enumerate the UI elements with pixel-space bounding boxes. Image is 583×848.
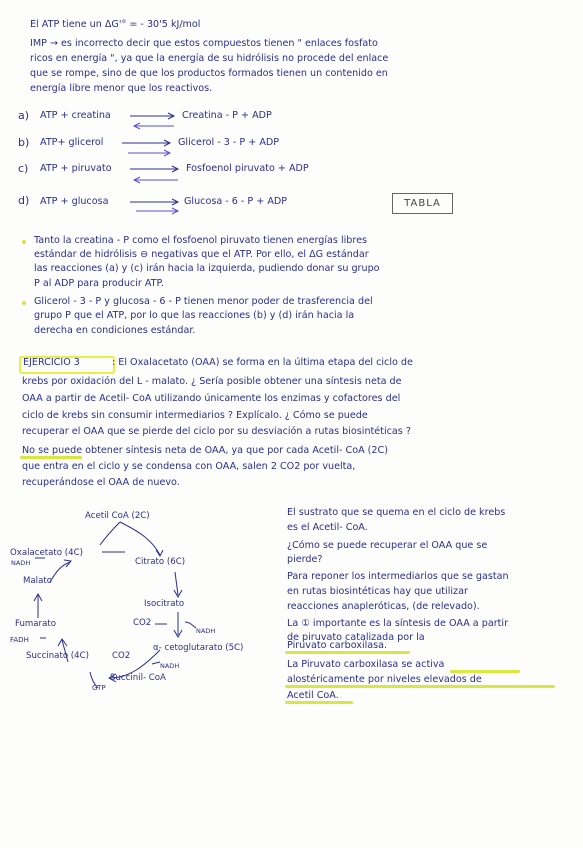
text-line: ricos en energía ", ya que la energía de su hidrólisis no procede del enlace (30, 53, 389, 64)
equilibrium-arrow-icon (128, 110, 178, 130)
reaction-label: a) (18, 109, 30, 122)
nadh-label: NADH (160, 662, 180, 670)
atp-deltag-line: El ATP tiene un ΔG'° = - 30'5 kJ/mol (30, 19, 201, 30)
fadh-label: FADH (10, 636, 29, 644)
ejercicio-title: EJERCICIO 3 (23, 357, 80, 368)
note-line: Para reponer los intermediarios que se gastan (287, 571, 509, 582)
co2-label: CO2 (112, 651, 131, 661)
equilibrium-arrow-icon (128, 196, 183, 216)
note-line: ¿Cómo se puede recuperar el OAA que se (287, 540, 488, 551)
text-line: que se rompe, sino de que los productos formados tienen un contenido en (30, 68, 388, 79)
reaction-left: ATP + creatina (40, 110, 111, 121)
bullet-marker (22, 240, 26, 244)
equilibrium-arrow-icon (128, 163, 183, 185)
succinil-coa-label: Succinil- CoA (110, 673, 166, 683)
note-highlight (450, 670, 520, 673)
ejercicio-line: recuperar el OAA que se pierde del ciclo por su desviación a rutas biosintéticas ? (22, 426, 411, 437)
reaction-label: b) (18, 136, 30, 149)
bullet1-line: P al ADP para producir ATP. (34, 278, 164, 289)
acetil-coa-label: Acetil CoA (2C) (85, 511, 150, 521)
reaction-right: Creatina - P + ADP (182, 110, 272, 121)
note-line: pierde? (287, 554, 323, 565)
reaction-left: ATP + glucosa (40, 196, 109, 207)
malato-label: Malato (23, 576, 52, 586)
isocitrato-label: Isocitrato (144, 599, 185, 609)
reaction-left: ATP+ glicerol (40, 137, 104, 148)
bullet-marker (22, 301, 26, 305)
bullet2-line: grupo P que el ATP, por lo que las reacciones (b) y (d) irán hacia la (34, 310, 355, 321)
gtp-label: GTP (92, 684, 106, 692)
fumarato-label: Fumarato (15, 619, 56, 629)
reaction-right: Glicerol - 3 - P + ADP (178, 137, 280, 148)
answer-line: que entra en el ciclo y se condensa con OAA, salen 2 CO2 por vuelta, (22, 461, 356, 472)
note-line: El sustrato que se quema en el ciclo de krebs (287, 507, 506, 518)
bullet1-line: las reacciones (a) y (c) irán hacia la izquierda, pudiendo donar su grupo (34, 263, 380, 274)
note-line: de piruvato catalizada por la (287, 632, 425, 643)
note-line: Piruvato carboxilasa. (287, 640, 388, 651)
note-line: reacciones anapleróticas, (de relevado). (287, 601, 480, 612)
co2-label: CO2 (133, 618, 152, 628)
reaction-right: Glucosa - 6 - P + ADP (184, 196, 288, 207)
nadh-label: NADH (196, 627, 216, 635)
note-line: La ① importante es la síntesis de OAA a partir (287, 618, 509, 629)
tabla-box: TABLA (392, 193, 453, 214)
note-line: La Piruvato carboxilasa se activa (287, 659, 445, 670)
note-line: alostéricamente por niveles elevados de (287, 674, 482, 685)
citrato-label: Citrato (6C) (135, 557, 186, 567)
oxalacetato-label: Oxalacetato (4C) (10, 548, 83, 558)
note-line: es el Acetil- CoA. (287, 522, 368, 533)
reaction-right: Fosfoenol piruvato + ADP (186, 163, 309, 174)
answer-line: No se puede obtener síntesis neta de OAA, ya que por cada Acetil- CoA (2C) (22, 445, 388, 456)
bullet1-line: Tanto la creatina - P como el fosfoenol piruvato tienen energías libres (34, 235, 368, 246)
ejercicio-line: krebs por oxidación del L - malato. ¿ Sería posible obtener una síntesis neta de (22, 376, 402, 387)
succinato-label: Succinato (4C) (26, 651, 89, 661)
text-line: energía libre menor que los reactivos. (30, 83, 213, 94)
nadh-label: NADH (11, 559, 31, 567)
note-line: Acetil CoA. (287, 690, 339, 701)
bullet1-line: estándar de hidrólisis ⊖ negativas que el ATP. Por ello, el ΔG estándar (34, 249, 369, 260)
bullet2-line: derecha en condiciones estándar. (34, 325, 196, 336)
reaction-label: d) (18, 194, 30, 207)
bullet2-line: Glicerol - 3 - P y glucosa - 6 - P tienen menor poder de trasferencia del (34, 296, 373, 307)
alfa-cetoglutarato-label: α- cetoglutarato (5C) (153, 643, 244, 653)
answer-line: recuperándose el OAA de nuevo. (22, 477, 180, 488)
note-line: en rutas biosintéticas hay que utilizar (287, 586, 468, 597)
ejercicio-line: ciclo de krebs sin consumir intermediarios ? Explícalo. ¿ Cómo se puede (22, 410, 368, 421)
reaction-label: c) (18, 162, 29, 175)
equilibrium-arrow-icon (120, 137, 175, 157)
ejercicio-line: OAA a partir de Acetil- CoA utilizando únicamente los enzimas y cofactores del (22, 393, 401, 404)
imp-line: IMP → es incorrecto decir que estos compuestos tienen " enlaces fosfato (30, 38, 378, 49)
reaction-left: ATP + piruvato (40, 163, 112, 174)
ejercicio-line: : El Oxalacetato (OAA) se forma en la última etapa del ciclo de (112, 357, 413, 368)
krebs-cycle-arrows (0, 500, 280, 700)
